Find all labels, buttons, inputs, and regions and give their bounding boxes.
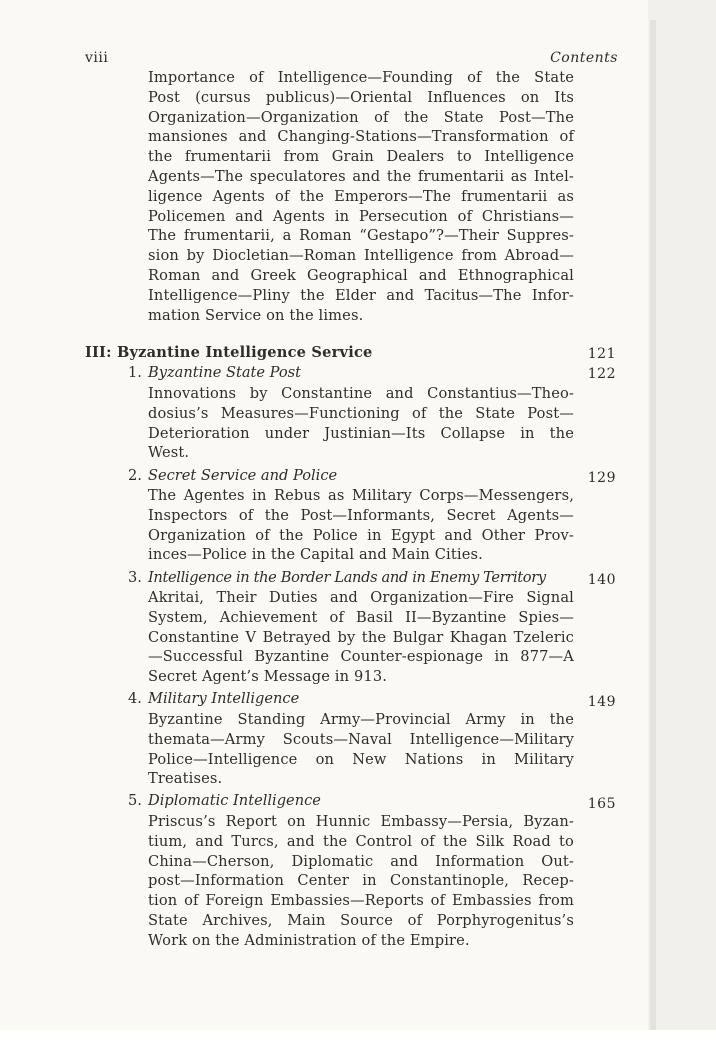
section-page-number: 129: [587, 470, 616, 486]
desc-line: —Successful Byzantine Counter-espionage in 877—A: [148, 648, 574, 666]
section-number: 5.: [128, 792, 142, 809]
section-number: 4.: [128, 690, 142, 707]
section-number: 3.: [128, 569, 142, 586]
desc-line: Innovations by Constantine and Constantius—Theo-: [148, 385, 574, 402]
page-folio: viii: [85, 50, 109, 66]
desc-line: State Archives, Main Source of Porphyrogenitus’s: [148, 911, 574, 929]
section-page-number: 122: [587, 366, 616, 382]
section-title: Military Intelligence: [148, 690, 300, 707]
chapter-heading: III: Byzantine Intelligence Service: [85, 344, 373, 361]
desc-line: Agents—The speculatores and the frumentarii as Intel-: [148, 167, 574, 185]
desc-line: Deterioration under Justinian—Its Collapse in the: [148, 424, 574, 442]
page-bottom-margin: [0, 1030, 716, 1054]
desc-line: sion by Diocletian—Roman Intelligence from Abroad—: [148, 247, 574, 265]
desc-line: Inspectors of the Post—Informants, Secret Agents—: [148, 506, 574, 524]
desc-line: Priscus’s Report on Hunnic Embassy—Persia, Byzan-: [148, 813, 574, 830]
desc-line: themata—Army Scouts—Naval Intelligence—Military: [148, 730, 574, 748]
page-edge-shadow: [648, 0, 716, 1054]
section-number: 2.: [128, 467, 142, 484]
desc-line: mation Service on the limes.: [148, 306, 364, 324]
section-page-number: 149: [587, 694, 616, 710]
desc-line: Akritai, Their Duties and Organization—Fire Signal: [148, 589, 574, 606]
desc-line: Roman and Greek Geographical and Ethnographical: [148, 266, 574, 284]
page-gutter-strip: [650, 20, 656, 1030]
desc-line: Organization—Organization of the State Post—The: [148, 108, 574, 126]
section-page-number: 165: [587, 796, 616, 812]
chapter-page-number: 121: [587, 346, 616, 362]
desc-line: Police—Intelligence on New Nations in Military: [148, 750, 574, 768]
desc-line: ligence Agents of the Emperors—The frumentarii as: [148, 187, 574, 205]
desc-line: Policemen and Agents in Persecution of Christians—: [148, 207, 574, 225]
section-title: Byzantine State Post: [148, 364, 302, 381]
section-description: [148, 384, 574, 463]
section-description: [148, 812, 574, 951]
section-description: [148, 710, 574, 789]
desc-line: Post (cursus publicus)—Oriental Influences on Its: [148, 88, 574, 106]
desc-line: tion of Foreign Embassies—Reports of Embassies from: [148, 892, 574, 910]
desc-line: tium, and Turcs, and the Control of the Silk Road to: [148, 832, 574, 850]
chapter-ii-description: [148, 68, 574, 325]
desc-line: Intelligence—Pliny the Elder and Tacitus—The Infor-: [148, 286, 574, 304]
desc-line: The Agentes in Rebus as Military Corps—Messengers,: [148, 487, 574, 504]
desc-line: post—Information Center in Constantinople, Recep-: [148, 872, 574, 890]
desc-line: Constantine V Betrayed by the Bulgar Khagan Tzeleric: [148, 628, 574, 646]
desc-line: Organization of the Police in Egypt and Other Prov-: [148, 526, 574, 544]
desc-line: System, Achievement of Basil II—Byzantine Spies—: [148, 608, 574, 626]
desc-line: Importance of Intelligence—Founding of the State: [148, 69, 574, 86]
desc-line: inces—Police in the Capital and Main Cities.: [148, 546, 483, 564]
section-description: [148, 588, 574, 687]
section-title: Diplomatic Intelligence: [148, 792, 321, 809]
section-number: 1.: [128, 364, 142, 381]
section-description: [148, 486, 574, 565]
desc-line: mansiones and Changing-Stations—Transformation of: [148, 128, 574, 146]
desc-line: West.: [148, 444, 190, 462]
section-title: Secret Service and Police: [148, 467, 338, 484]
desc-line: Treatises.: [148, 770, 223, 788]
desc-line: dosius’s Measures—Functioning of the State Post—: [148, 404, 574, 422]
desc-line: Secret Agent’s Message in 913.: [148, 668, 388, 686]
desc-line: Byzantine Standing Army—Provincial Army in the: [148, 711, 574, 728]
desc-line: Work on the Administration of the Empire.: [148, 931, 470, 949]
desc-line: The frumentarii, a Roman “Gestapo”?—Their Suppres-: [148, 227, 574, 245]
desc-line: the frumentarii from Grain Dealers to Intelligence: [148, 148, 574, 166]
desc-line: China—Cherson, Diplomatic and Information Out-: [148, 852, 574, 870]
running-title: Contents: [550, 50, 618, 66]
section-title: Intelligence in the Border Lands and in Enemy Territory: [148, 569, 546, 586]
section-page-number: 140: [587, 572, 616, 588]
